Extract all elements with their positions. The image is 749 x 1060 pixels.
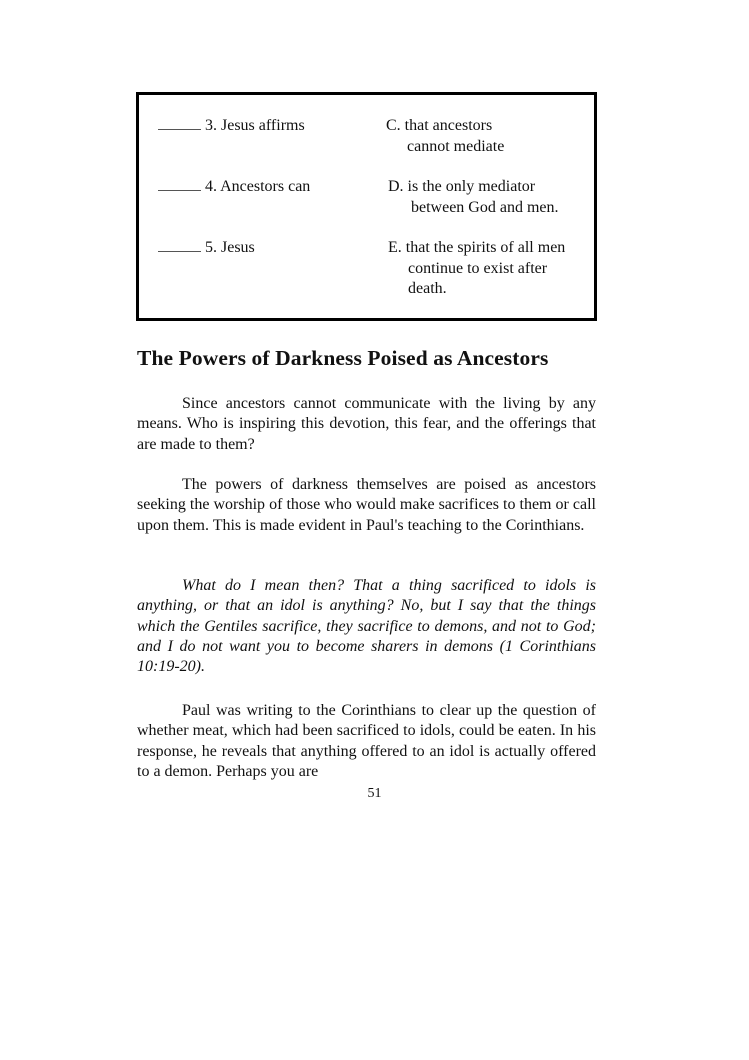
answer-text-cont: continue to exist after [408, 259, 548, 277]
item-label: 4. Ancestors can [205, 178, 311, 195]
answer-c [386, 116, 504, 157]
item-label: 3. Jesus affirms [205, 117, 305, 134]
scripture-quote [137, 576, 596, 677]
paragraph-1 [137, 394, 596, 455]
matching-item-4 [158, 177, 310, 198]
answer-text: E. that the spirits of all men [388, 239, 566, 256]
answer-text: C. that ancestors [386, 117, 493, 134]
paragraph-text: Paul was writing to the Corinthians to clear up the question of whether meat, which had been sacrificed to idols, could be eaten. In his response, he reveals that anything offered to an idol is actually offered to a demon. Perhaps you are [137, 702, 596, 780]
section-heading: The Powers of Darkness Poised as Ancestors [137, 346, 549, 370]
answer-blank[interactable] [158, 239, 201, 252]
paragraph-text: The powers of darkness themselves are poised as ancestors seeking the worship of those who would make sacrifices to them or call upon them. This is made evident in Paul's teaching to the Corinthians. [137, 476, 596, 534]
matching-item-3 [158, 116, 305, 137]
answer-text-cont: cannot mediate [407, 137, 505, 155]
answer-blank[interactable] [158, 178, 201, 191]
answer-e [388, 238, 565, 300]
matching-item-5 [158, 238, 255, 259]
page-number: 51 [367, 786, 382, 801]
answer-text-cont: death. [408, 280, 447, 297]
answer-blank[interactable] [158, 117, 201, 130]
answer-text: D. is the only mediator [388, 178, 536, 195]
answer-d [388, 177, 559, 218]
paragraph-4 [137, 701, 596, 782]
paragraph-text: What do I mean then? That a thing sacrificed to idols is anything, or that an idol is anything? No, but I say that the things which the Gentiles sacrifice, they sacrifice to demons, and not to God; and I do not want you to become sharers in demons (1 Corinthians 10:19-20). [137, 577, 596, 676]
item-label: 5. Jesus [205, 239, 255, 256]
answer-text-cont: between God and men. [411, 198, 559, 216]
paragraph-text: Since ancestors cannot communicate with the living by any means. Who is inspiring this devotion, this fear, and the offerings that are made to them? [137, 395, 596, 453]
paragraph-2 [137, 475, 596, 536]
